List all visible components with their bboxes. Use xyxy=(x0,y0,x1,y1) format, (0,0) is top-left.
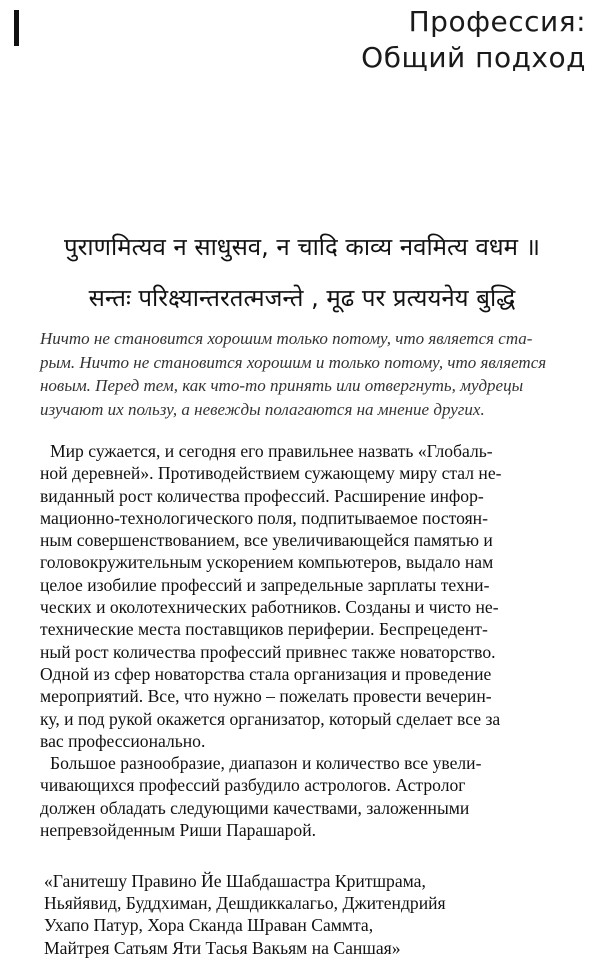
chapter-title-line-2: Общий подход xyxy=(361,41,586,74)
paragraph-1-line: ку, и под рукой окажется организатор, который сделает все за xyxy=(40,708,501,729)
paragraph-1-line: вас профессионально. xyxy=(40,730,206,751)
paragraph-1-line: целое изобилие профессий и запредельные зарплаты техни- xyxy=(40,574,490,595)
paragraph-1-line: Одной из сфер новаторства стала организация и проведение xyxy=(40,663,492,684)
epigraph-line: изучают их пользу, а невежды полагаются на мнение других. xyxy=(40,399,485,419)
paragraph-1-line: ной деревней». Противодействием сужающему миру стал не- xyxy=(40,463,502,484)
epigraph-line: новым. Перед тем, как что-то принять или отвергнуть, мудрецы xyxy=(40,376,524,395)
chapter-marker-bar xyxy=(14,10,19,46)
sanskrit-quote-transliteration xyxy=(44,870,446,959)
paragraph-2-line: чивающихся профессий разбудило астрологов. Астролог xyxy=(40,775,466,796)
sanskrit-verse-line-2: सन्तः परिक्ष्यान्तरतत्मजन्ते , मूढ पर प्रत्ययनेय बुद्धि xyxy=(88,284,516,312)
epigraph-line: Ничто не становится хорошим только потому, что является ста- xyxy=(40,329,533,348)
paragraph-1-line: мероприятий. Все, что нужно – пожелать провести вечерин- xyxy=(40,686,492,707)
paragraph-2-line: Большое разнообразие, диапазон и количество все увели- xyxy=(50,753,482,774)
paragraph-1-line: мационно-технологического поля, подпитываемое постоян- xyxy=(40,507,488,528)
paragraph-1-line: технические места поставщиков периферии. Беспрецедент- xyxy=(40,619,488,640)
paragraph-1-line: головокружительным ускорением компьютеров, выдало нам xyxy=(40,552,494,573)
chapter-title xyxy=(361,4,586,76)
paragraph-1-line: ческих и околотехнических работников. Созданы и чисто не- xyxy=(40,597,499,618)
paragraph-1-line: ный рост количества профессий привнес также новаторство. xyxy=(40,641,496,662)
epigraph-line: рым. Ничто не становится хорошим и только потому, что является xyxy=(40,352,547,372)
paragraph-2-line: должен обладать следующими качествами, заложенными xyxy=(40,797,470,818)
paragraph-2-line: непревзойденным Риши Парашарой. xyxy=(40,820,317,841)
paragraph-1-line: виданный рост количества профессий. Расширение инфор- xyxy=(40,485,484,506)
body-text xyxy=(40,440,596,841)
quote-line: Майтрея Сатьям Яти Тасья Вакьям на Саншая» xyxy=(44,937,401,958)
quote-line: «Ганитешу Правино Йе Шабдашастра Критшрама, xyxy=(44,871,426,891)
sanskrit-verse-line-1: पुराणमित्यव न साधुसव, न चादि काव्य नवमित्य वधम ॥ xyxy=(63,233,540,261)
quote-line: Ньяйявид, Буддхиман, Дешдиккалагьо, Джитендрийя xyxy=(44,893,446,914)
chapter-title-line-1: Профессия: xyxy=(408,5,586,38)
quote-line: Ухапо Патур, Хора Сканда Шраван Саммта, xyxy=(44,915,374,936)
paragraph-1-line: Мир сужается, и сегодня его правильнее назвать «Глобаль- xyxy=(50,441,493,461)
paragraph-1-line: ным совершенствованием, все увеличивающейся памятью и xyxy=(40,530,493,551)
epigraph-translation xyxy=(40,327,593,421)
